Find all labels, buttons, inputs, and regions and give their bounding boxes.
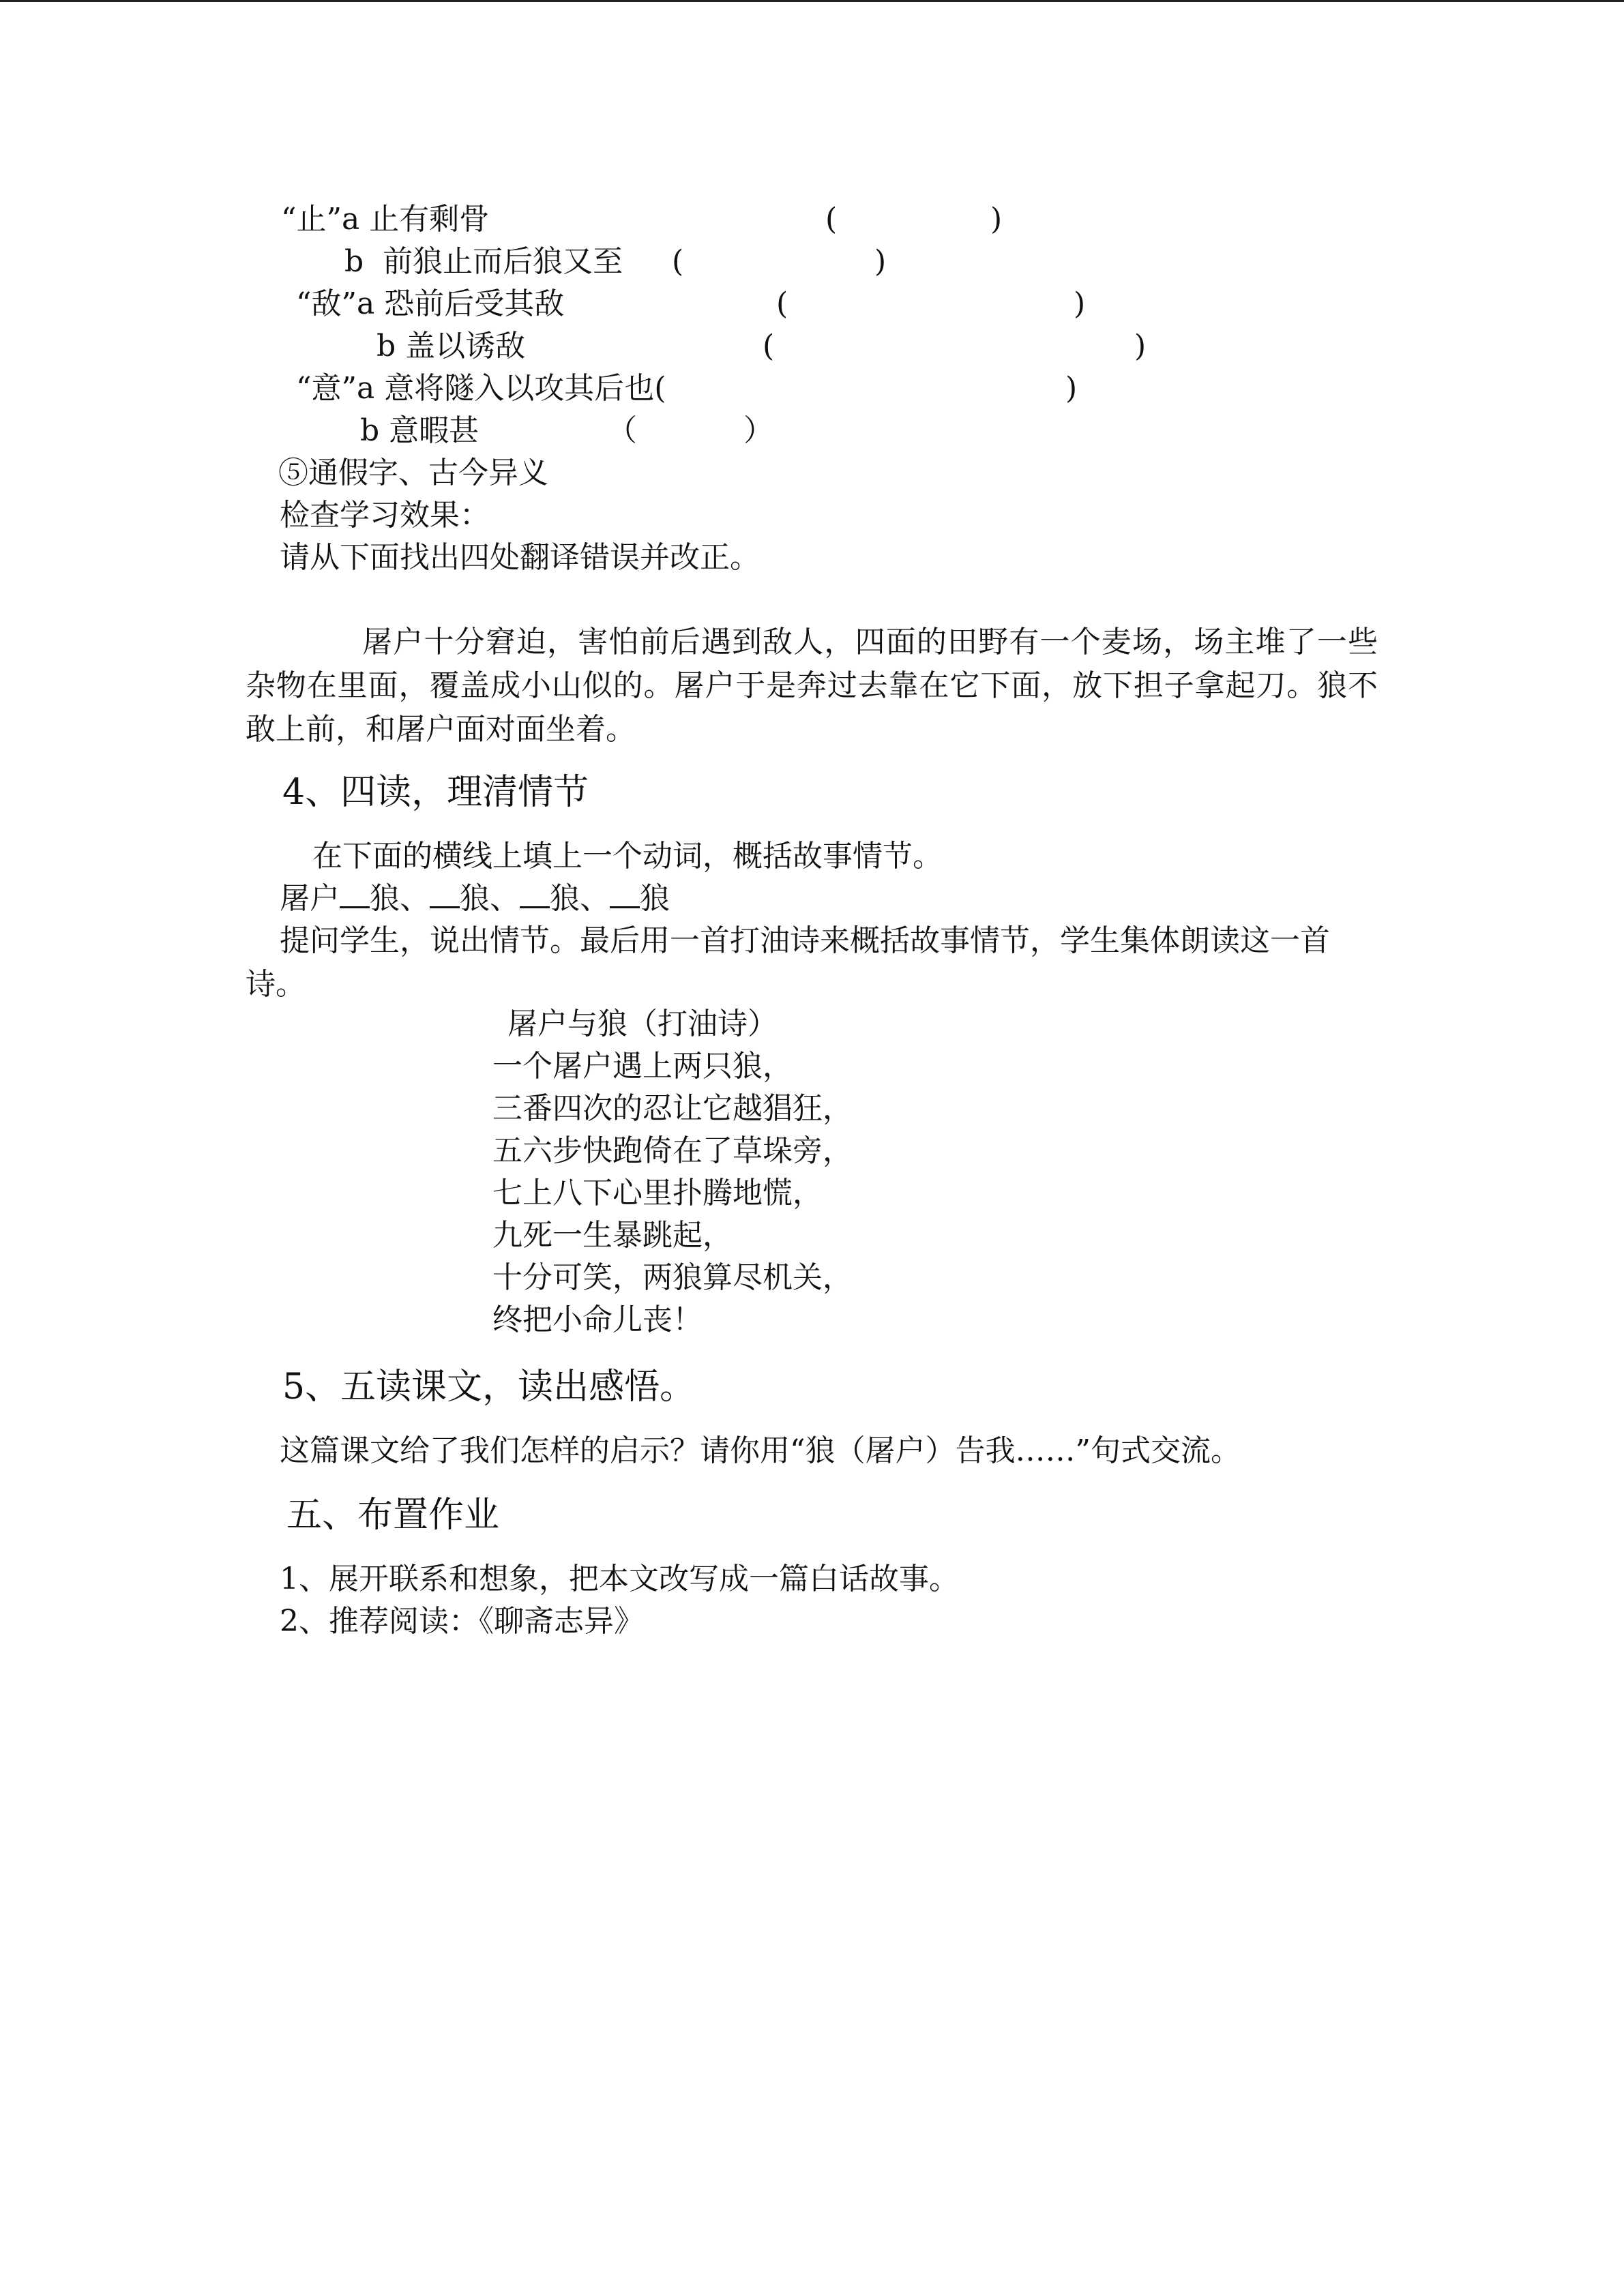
- poem-line-3: 五六步快跑倚在了草垛旁，: [492, 1133, 853, 1168]
- homework-item-1: 1、展开联系和想象，把本文改写成一篇白话故事。: [280, 1562, 959, 1596]
- translation-paragraph: [246, 621, 1378, 751]
- poem-line-4: 七上八下心里扑腾地慌，: [492, 1176, 823, 1210]
- fill-wolf-1: 狼: [370, 881, 400, 916]
- section5-heading: 5、五读课文，读出感悟。: [282, 1367, 696, 1407]
- fill-subject: 屠户: [280, 881, 340, 916]
- fill-blank-4[interactable]: [610, 880, 640, 908]
- vocab-di-a: “敌”a 恐前后受其敌: [296, 286, 565, 321]
- vocab-zhi-a-close-paren: ): [990, 202, 1003, 237]
- find-errors-instruction: 请从下面找出四处翻译错误并改正。: [280, 540, 760, 575]
- vocab-yi-a-close-paren: ): [1065, 371, 1078, 406]
- vocab-di-b-close-paren: ): [1134, 329, 1147, 363]
- fill-wolf-3: 狼: [550, 881, 580, 916]
- vocab-zhi-a-open-paren: (: [825, 202, 838, 237]
- vocab-di-a-open-paren: (: [776, 286, 788, 321]
- section5-question: 这篇课文给了我们怎样的启示？请你用“狼（屠户）告我……”句式交流。: [280, 1433, 1241, 1468]
- section4-prompt-text: 提问学生，说出情节。最后用一首打油诗来概括故事情节，学生集体朗读这一首诗。: [246, 923, 1330, 1002]
- fill-blank-3[interactable]: [520, 880, 550, 908]
- vocab-zhi-a-text: “止”a 止有剩骨: [281, 202, 490, 237]
- fill-wolf-4: 狼: [640, 881, 670, 916]
- vocab-di-a-close-paren: ): [1074, 286, 1086, 321]
- vocab-yi-b-open-paren: （: [607, 413, 637, 448]
- vocab-yi-b-close-paren: ）: [743, 413, 773, 448]
- check-label: 检查学习效果：: [280, 498, 490, 533]
- vocab-zhi-b-close-paren: ): [874, 244, 887, 279]
- vocab-yi-b: b 意暇甚: [360, 413, 479, 448]
- poem-line-7: 终把小命儿丧！: [492, 1302, 703, 1337]
- homework-item-2: 2、推荐阅读：《聊斋志异》: [280, 1604, 644, 1639]
- plot-fill-row: [280, 880, 670, 918]
- fill-sep-3: 、: [580, 881, 610, 916]
- item5-label: ⑤通假字、古今异义: [278, 456, 548, 490]
- poem-line-2: 三番四次的忍让它越猖狂，: [492, 1091, 853, 1126]
- poem-title: 屠户与狼（打油诗）: [507, 1007, 778, 1041]
- homework-heading: 五、布置作业: [286, 1495, 500, 1536]
- vocab-yi-a: “意”a 意将隧入以攻其后也(: [296, 371, 666, 406]
- vocab-di-b-open-paren: (: [763, 329, 775, 363]
- fill-blank-2[interactable]: [430, 880, 460, 908]
- fill-wolf-2: 狼: [460, 881, 490, 916]
- vocab-di-b: b 盖以诱敌: [377, 329, 526, 363]
- fill-blank-1[interactable]: [340, 880, 370, 908]
- section4-instruction: 在下面的横线上填上一个动词，概括故事情节。: [312, 839, 943, 874]
- poem-line-6: 十分可笑，两狼算尽机关，: [492, 1260, 853, 1295]
- translation-text: 屠户十分窘迫，害怕前后遇到敌人，四面的田野有一个麦场，场主堆了一些杂物在里面，覆盖成小山似的。屠户于是奔过去靠在它下面，放下担子拿起刀。狼不敢上前，和屠户面对面坐着。: [246, 625, 1378, 747]
- vocab-zhi-b: b 前狼止而后狼又至: [344, 244, 623, 279]
- fill-sep-1: 、: [400, 881, 430, 916]
- vocab-zhi-b-open-paren: (: [672, 244, 684, 279]
- poem-line-1: 一个屠户遇上两只狼，: [492, 1049, 793, 1084]
- vocab-zhi-a: [281, 200, 489, 239]
- section4-heading: 4、四读，理清情节: [282, 772, 589, 813]
- section4-prompt: [246, 919, 1378, 1007]
- poem-line-5: 九死一生暴跳起，: [492, 1218, 733, 1253]
- page-top-border: [0, 0, 1624, 2]
- fill-sep-2: 、: [490, 881, 520, 916]
